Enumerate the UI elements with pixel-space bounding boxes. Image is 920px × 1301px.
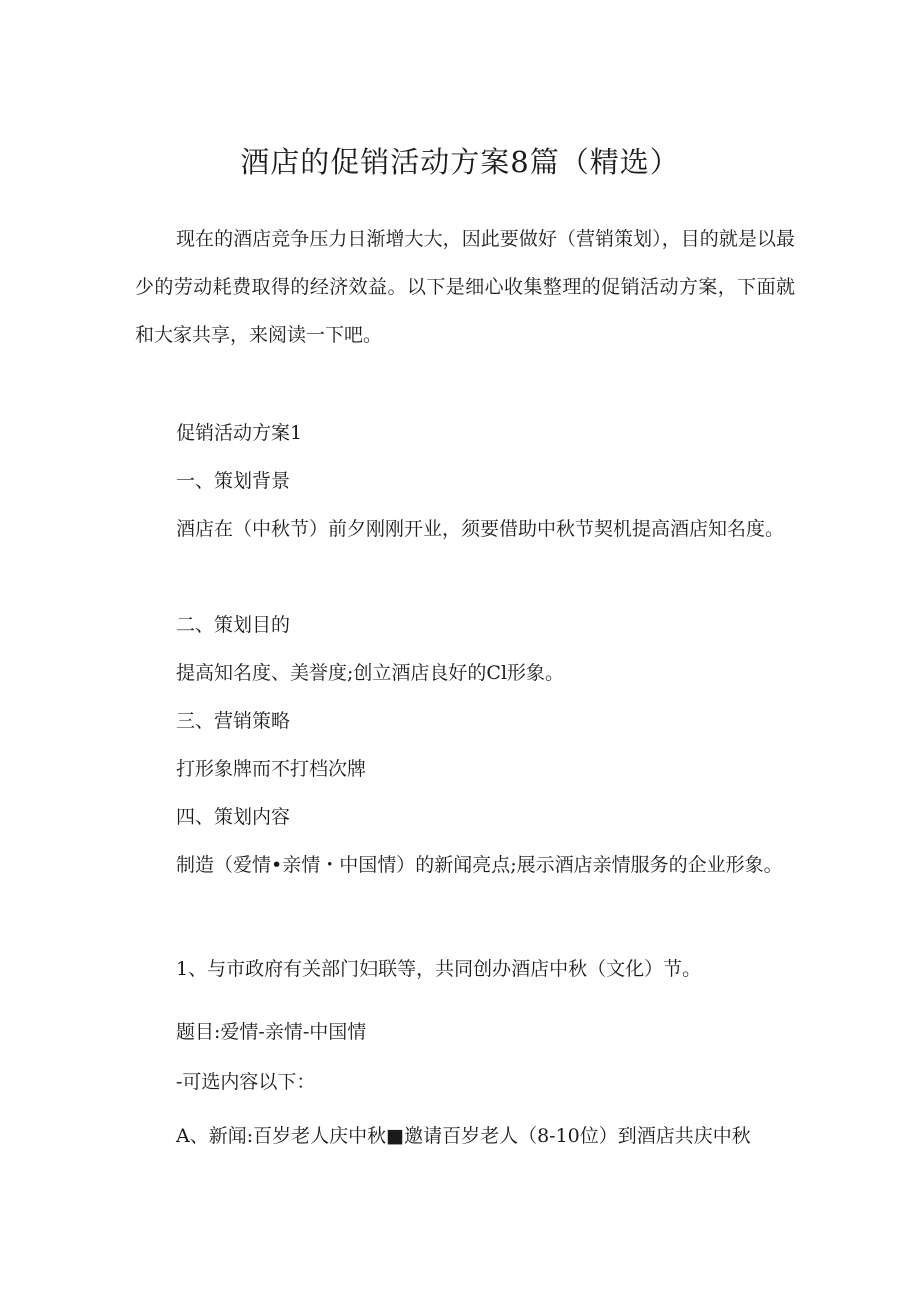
- option-a-line: A、新闻:百岁老人庆中秋■邀请百岁老人（8-10位）到酒店共庆中秋: [176, 1125, 751, 1147]
- topic-line: 题目:爱情-亲情-中国情: [176, 1021, 367, 1043]
- list-item-1: 1、与市政府有关部门妇联等，共同创办酒店中秋（文化）节。: [176, 958, 702, 980]
- section-heading-strategy: 三、营销策略: [176, 710, 291, 732]
- document-title: 酒店的促销活动方案8篇（精选）: [240, 145, 680, 179]
- section-text-background: 酒店在（中秋节）前夕刚刚开业，须要借助中秋节契机提高酒店知名度。: [176, 518, 785, 540]
- intro-paragraph: 现在的酒店竞争压力日渐增大大，因此要做好（营销策划），目的就是以最少的劳动耗费取得的经济效益。以下是细心收集整理的促销活动方案，下面就和大家共享，来阅读一下吧。: [135, 228, 795, 346]
- section-text-purpose: 提高知名度、美誉度;创立酒店良好的Cl形象。: [176, 662, 565, 684]
- section-text-strategy: 打形象牌而不打档次牌: [176, 758, 367, 780]
- section-text-content: 制造（爱情•亲情・中国情）的新闻亮点;展示酒店亲情服务的企业形象。: [176, 854, 783, 876]
- section-heading-background: 一、策划背景: [176, 470, 291, 492]
- options-line: -可选内容以下：: [176, 1071, 316, 1093]
- plan-heading: 促销活动方案1: [176, 422, 303, 444]
- section-heading-purpose: 二、策划目的: [176, 614, 291, 636]
- section-heading-content: 四、策划内容: [176, 806, 291, 828]
